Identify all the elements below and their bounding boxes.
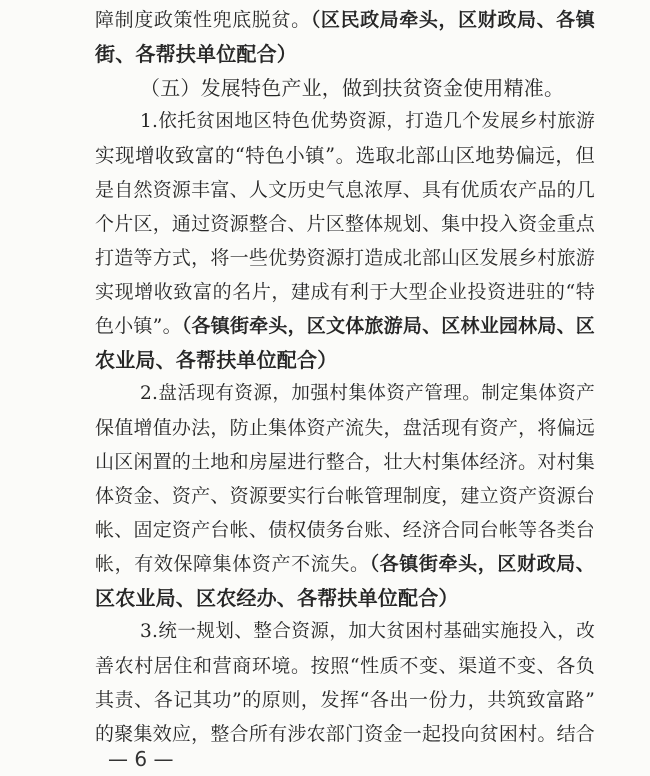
text-line: 色小镇”。（各镇街牵头，区文体旅游局、区林业园林局、区 [95, 315, 596, 337]
text-line: 帐，有效保障集体资产不流失。（各镇街牵头，区财政局、 [95, 553, 595, 575]
text-line: 1.依托贫困地区特色优势资源，打造几个发展乡村旅游 [140, 111, 595, 132]
text-line: 的聚集效应，整合所有涉农部门资金一起投向贫困村。结合 [95, 723, 595, 745]
text-line: 2.盘活现有资源，加强村集体资产管理。制定集体资产 [140, 383, 595, 404]
text-line: 个片区，通过资源整合、片区整体规划、集中投入资金重点 [95, 213, 595, 235]
text-line: 障制度政策性兜底脱贫。（区民政局牵头，区财政局、各镇 [95, 9, 595, 31]
text-line: 是自然资源丰富、人文历史气息浓厚、具有优质农产品的几 [95, 179, 595, 201]
page-number: — 6 — [108, 747, 174, 771]
text-line: 街、各帮扶单位配合） [95, 42, 297, 66]
text-line: 善农村居住和营商环境。按照“性质不变、渠道不变、各负 [95, 655, 595, 677]
text-line: 其责、各记其功”的原则，发挥“各出一份力，共筑致富路” [95, 689, 595, 711]
text-line: 农业局、各帮扶单位配合） [95, 348, 338, 372]
text-line: 实现增收致富的“特色小镇”。选取北部山区地势偏远，但 [95, 144, 595, 167]
text-line: 区农业局、区农经办、各帮扶单位配合） [95, 586, 459, 610]
text-line: 打造等方式，将一些优势资源打造成北部山区发展乡村旅游 [95, 247, 595, 269]
section-heading: （五）发展特色产业，做到扶贫资金使用精准。 [140, 76, 565, 100]
text-line: 体资金、资产、资源要实行台帐管理制度，建立资产资源台 [95, 485, 595, 507]
text-line: 帐、固定资产台帐、债权债务台账、经济合同台帐等各类台 [95, 519, 595, 541]
text-line: 山区闲置的土地和房屋进行整合，壮大村集体经济。对村集 [95, 451, 595, 473]
text-line: 保值增值办法，防止集体资产流失，盘活现有资产，将偏远 [95, 417, 595, 439]
text-line: 实现增收致富的名片，建成有利于大型企业投资进驻的“特 [95, 281, 595, 303]
text-line: 3.统一规划、整合资源，加大贫困村基础实施投入，改 [140, 621, 595, 642]
